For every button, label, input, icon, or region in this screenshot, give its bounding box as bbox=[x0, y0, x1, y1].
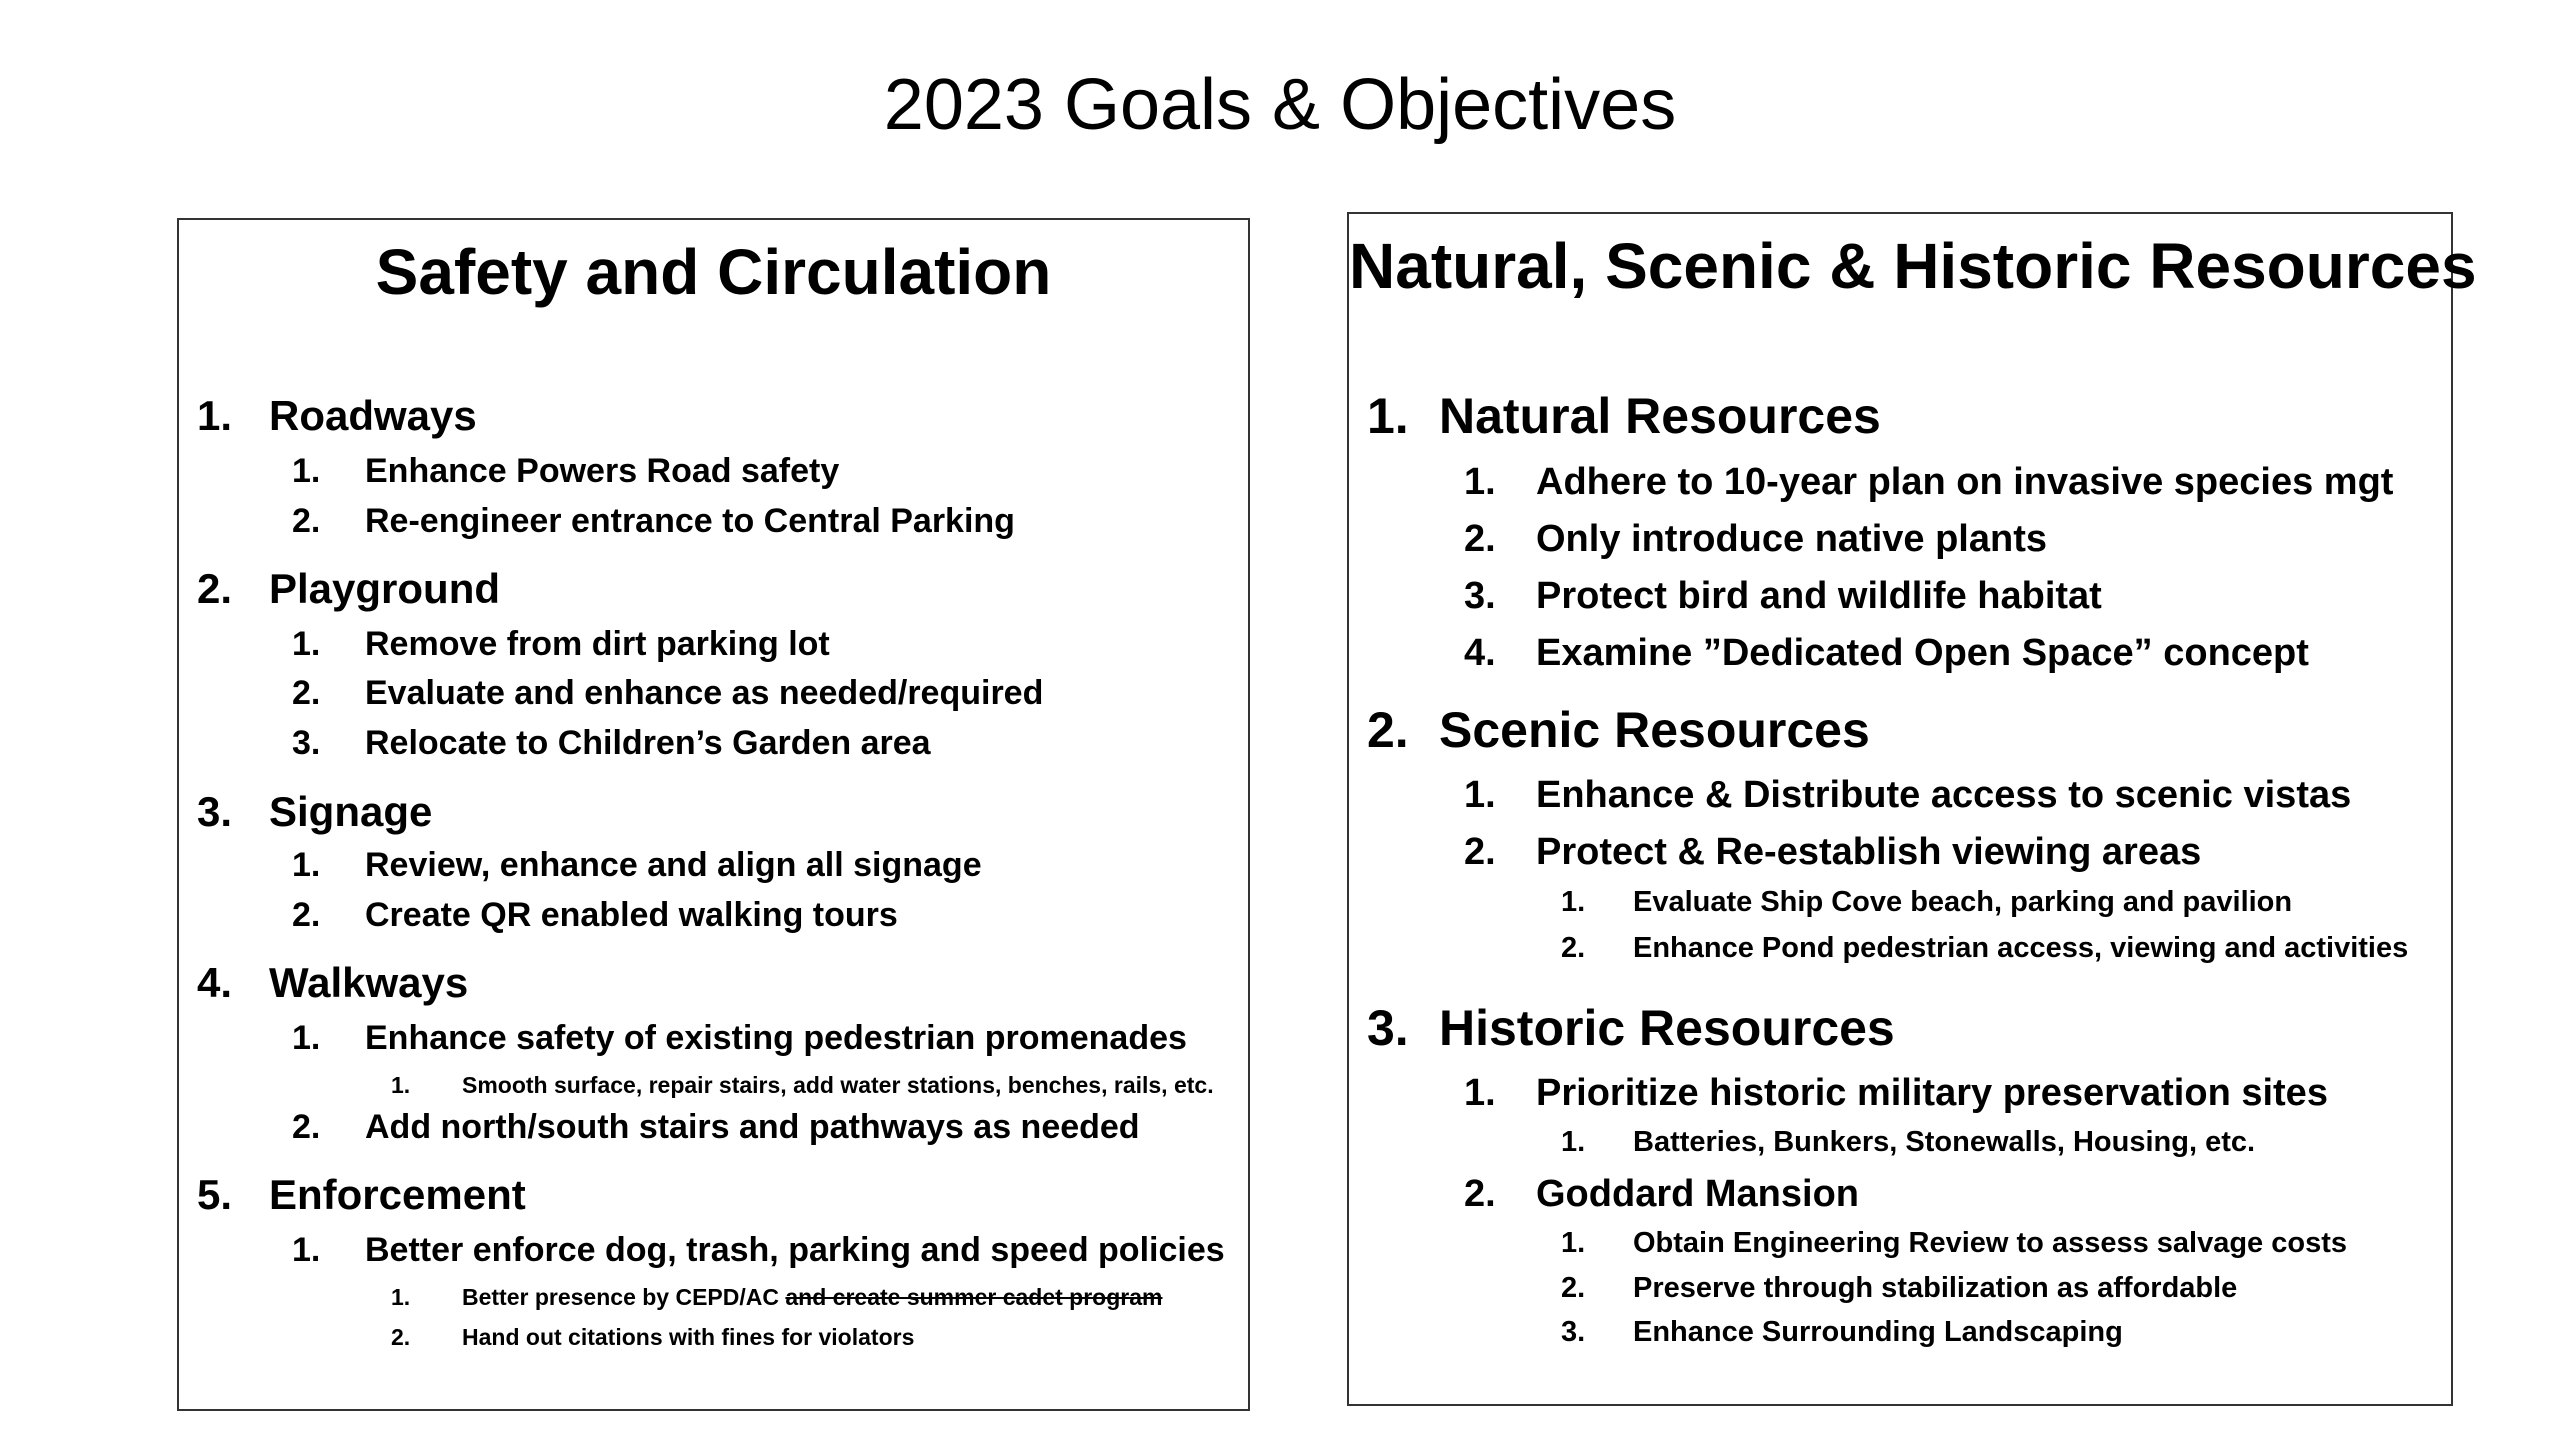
subitem-number: 1. bbox=[1561, 886, 1586, 918]
sub-list-item: Evaluate Ship Cove beach, parking and pavilion bbox=[1633, 886, 2293, 918]
list-item: Adhere to 10-year plan on invasive species mgt bbox=[1536, 461, 2394, 503]
list-item: Examine ”Dedicated Open Space” concept bbox=[1536, 632, 2309, 674]
section-heading: Walkways bbox=[269, 959, 469, 1006]
section-heading: Signage bbox=[269, 788, 433, 835]
subitem-number: 1. bbox=[391, 1284, 411, 1310]
list-item: Review, enhance and align all signage bbox=[365, 846, 982, 884]
page-title: 2023 Goals & Objectives bbox=[883, 65, 1677, 145]
subitem-number: 1. bbox=[1561, 1126, 1586, 1158]
item-number: 1. bbox=[1464, 461, 1496, 503]
subitem-number: 1. bbox=[391, 1072, 411, 1098]
section-number: 1. bbox=[1367, 388, 1409, 444]
list-item: Protect & Re-establish viewing areas bbox=[1536, 831, 2202, 873]
list-item: Enhance safety of existing pedestrian promenades bbox=[365, 1019, 1187, 1057]
natural-scenic-historic-panel bbox=[1347, 212, 2477, 1406]
item-number: 3. bbox=[1464, 575, 1496, 617]
subitem-number: 3. bbox=[1561, 1316, 1586, 1348]
section-heading: Natural Resources bbox=[1439, 388, 1881, 444]
item-number: 2. bbox=[1464, 1173, 1496, 1215]
sub-list-item: Smooth surface, repair stairs, add water stations, benches, rails, etc. bbox=[462, 1072, 1214, 1098]
section-heading: Enforcement bbox=[269, 1171, 526, 1218]
item-number: 2. bbox=[292, 502, 321, 540]
list-item: Re-engineer entrance to Central Parking bbox=[365, 502, 1015, 540]
section-number: 3. bbox=[1367, 1000, 1409, 1056]
section-heading: Roadways bbox=[269, 392, 477, 439]
sub-list-item-text: Better presence by CEPD/AC bbox=[462, 1284, 786, 1310]
panel-title: Safety and Circulation bbox=[375, 236, 1052, 308]
item-number: 2. bbox=[1464, 518, 1496, 560]
section-number: 3. bbox=[197, 788, 233, 835]
sub-list-item: Batteries, Bunkers, Stonewalls, Housing, etc. bbox=[1633, 1126, 2256, 1158]
item-number: 3. bbox=[292, 724, 321, 762]
section-number: 2. bbox=[1367, 702, 1409, 758]
item-number: 2. bbox=[1464, 831, 1496, 873]
list-item: Enhance Powers Road safety bbox=[365, 452, 840, 490]
list-item: Only introduce native plants bbox=[1536, 518, 2047, 560]
list-item: Protect bird and wildlife habitat bbox=[1536, 575, 2102, 617]
item-number: 1. bbox=[292, 1019, 321, 1057]
subitem-number: 2. bbox=[391, 1324, 411, 1350]
section-number: 2. bbox=[197, 565, 233, 612]
item-number: 2. bbox=[292, 674, 321, 712]
item-number: 4. bbox=[1464, 632, 1496, 674]
panel-title: Natural, Scenic & Historic Resources bbox=[1349, 230, 2477, 302]
item-number: 2. bbox=[292, 1108, 321, 1146]
item-number: 1. bbox=[1464, 1072, 1496, 1114]
section-heading: Scenic Resources bbox=[1439, 702, 1870, 758]
list-item: Remove from dirt parking lot bbox=[365, 625, 830, 663]
sub-list-item: Enhance Surrounding Landscaping bbox=[1633, 1316, 2123, 1348]
sub-list-item bbox=[462, 1282, 1162, 1312]
item-number: 1. bbox=[1464, 774, 1496, 816]
list-item: Goddard Mansion bbox=[1536, 1173, 1859, 1215]
struck-text: and create summer cadet program bbox=[785, 1284, 1163, 1310]
list-item: Create QR enabled walking tours bbox=[365, 896, 898, 934]
item-number: 1. bbox=[292, 1231, 321, 1269]
subitem-number: 2. bbox=[1561, 932, 1586, 964]
section-number: 4. bbox=[197, 959, 233, 1006]
sub-list-item: Hand out citations with fines for violators bbox=[462, 1324, 915, 1350]
list-item: Enhance & Distribute access to scenic vistas bbox=[1536, 774, 2352, 816]
section-number: 5. bbox=[197, 1171, 233, 1218]
item-number: 1. bbox=[292, 452, 321, 490]
section-heading: Historic Resources bbox=[1439, 1000, 1895, 1056]
subitem-number: 2. bbox=[1561, 1272, 1586, 1304]
item-number: 1. bbox=[292, 625, 321, 663]
list-item: Better enforce dog, trash, parking and speed policies bbox=[365, 1231, 1225, 1269]
list-item: Prioritize historic military preservation sites bbox=[1536, 1072, 2328, 1114]
sub-list-item: Obtain Engineering Review to assess salvage costs bbox=[1633, 1227, 2347, 1259]
item-number: 1. bbox=[292, 846, 321, 884]
subitem-number: 1. bbox=[1561, 1227, 1586, 1259]
list-item: Evaluate and enhance as needed/required bbox=[365, 674, 1044, 712]
item-number: 2. bbox=[292, 896, 321, 934]
list-item: Add north/south stairs and pathways as needed bbox=[365, 1108, 1140, 1146]
section-heading: Playground bbox=[269, 565, 501, 612]
section-number: 1. bbox=[197, 392, 233, 439]
safety-circulation-panel bbox=[177, 218, 1250, 1411]
sub-list-item: Preserve through stabilization as affordable bbox=[1633, 1272, 2238, 1304]
list-item: Relocate to Children’s Garden area bbox=[365, 724, 931, 762]
sub-list-item: Enhance Pond pedestrian access, viewing and activities bbox=[1633, 932, 2409, 964]
